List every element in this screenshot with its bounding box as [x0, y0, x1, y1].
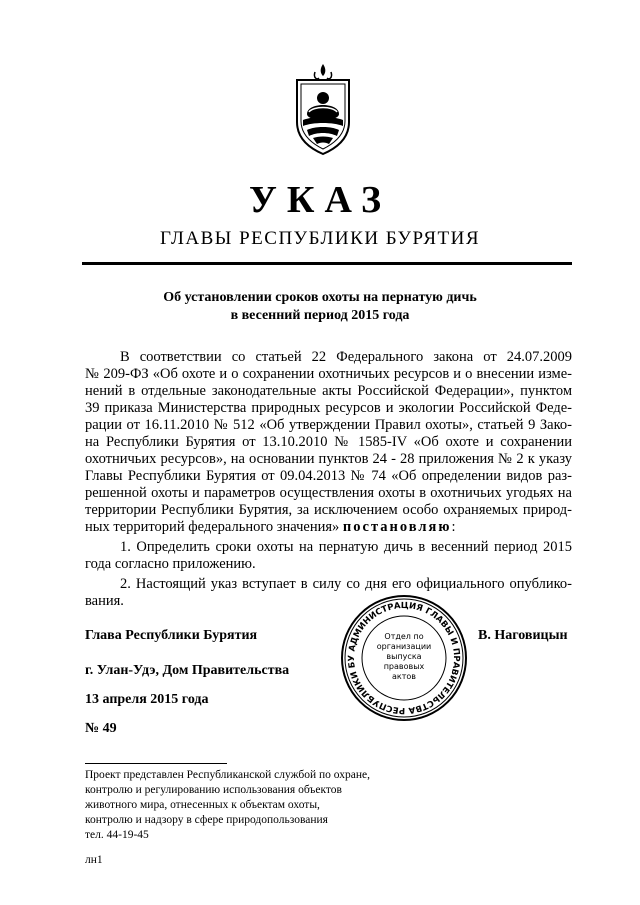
- preamble-line: рации от 16.11.2010 № 512 «Об утверждении Правил охоты», статьей 9 Зако-: [85, 417, 572, 433]
- signing-place: г. Улан-Удэ, Дом Правительства: [85, 663, 290, 678]
- signatory-position: Глава Республики Бурятия: [85, 628, 258, 643]
- footnote-line: Проект представлен Республиканской службой по охране,: [85, 769, 370, 781]
- official-seal-stamp: [339, 593, 469, 723]
- svg-text:актов: актов: [391, 672, 417, 681]
- coat-of-arms-emblem: [293, 62, 353, 158]
- preamble-line: 39 приказа Министерства природных ресурсов и экологии Российской Феде-: [85, 400, 572, 416]
- svg-text:Отдел по: Отдел по: [384, 632, 424, 641]
- footnote-line: контролю и надзору в сфере природопользования: [85, 814, 328, 826]
- item-1-line: года согласно приложению.: [85, 556, 256, 572]
- footnote-line: тел. 44-19-45: [85, 829, 149, 841]
- decree-colon: :: [451, 519, 456, 535]
- item-1-line: 1. Определить сроки охоты на пернатую дичь в весенний период 2015: [120, 539, 572, 555]
- preamble-line: № 209-ФЗ «Об охоте и о сохранении охотничьих ресурсов и о внесении изме-: [85, 366, 572, 382]
- footnote-line: животного мира, отнесенных к объектам охоты,: [85, 799, 320, 811]
- header-rule: [82, 262, 572, 265]
- svg-text:АДМИНИСТРАЦИЯ ГЛАВЫ И ПРАВИТЕЛ: АДМИНИСТРАЦИЯ ГЛАВЫ И ПРАВИТЕЛЬСТВА РЕСПУБЛИКИ БУ: [346, 600, 462, 716]
- document-subtitle: ГЛАВЫ РЕСПУБЛИКИ БУРЯТИЯ: [159, 228, 481, 249]
- heading-line-1: Об установлении сроков охоты на пернатую дичь: [163, 290, 477, 305]
- signing-date: 13 апреля 2015 года: [85, 692, 209, 707]
- preamble-line: на Республики Бурятия от 13.10.2010 № 1585-IV «Об охоте и сохранении: [85, 434, 572, 450]
- preamble-last-text: ных территорий федерального значения»: [85, 519, 340, 535]
- decree-number: № 49: [85, 721, 117, 736]
- preamble-line: нений в отдельные законодательные акты Российской Федерации», пунктом: [85, 383, 572, 399]
- item-2-line: вания.: [85, 593, 124, 609]
- preamble-line: территории Республики Бурятия, за исключением особо охраняемых природ-: [85, 502, 572, 518]
- document-code: лн1: [85, 854, 103, 866]
- preamble-line: Главы Республики Бурятия от 09.04.2013 № 74 «Об определении видов раз-: [85, 468, 572, 484]
- preamble-last-line: [85, 519, 572, 536]
- svg-text:организации: организации: [376, 642, 432, 651]
- preamble-line: охотничьих ресурсов», на основании пунктов 24 - 28 приложения № 2 к указу: [85, 451, 572, 467]
- signatory-name: В. Наговицын: [478, 628, 568, 643]
- footnote-rule: [85, 763, 227, 764]
- footnote-line: контролю и регулированию использования объектов: [85, 784, 342, 796]
- decree-word: постановляю: [342, 519, 452, 535]
- preamble-line: решенной охоты и параметров осуществления охоты в охотничьих угодьях на: [85, 485, 572, 501]
- document-title: УКАЗ: [249, 179, 391, 221]
- item-2-line: 2. Настоящий указ вступает в силу со дня его официального опублико-: [120, 576, 572, 592]
- heading-line-2: в весенний период 2015 года: [230, 308, 410, 323]
- svg-text:выпуска: выпуска: [386, 652, 422, 661]
- svg-text:правовых: правовых: [383, 662, 425, 671]
- preamble-line: В соответствии со статьей 22 Федерального закона от 24.07.2009: [120, 349, 572, 365]
